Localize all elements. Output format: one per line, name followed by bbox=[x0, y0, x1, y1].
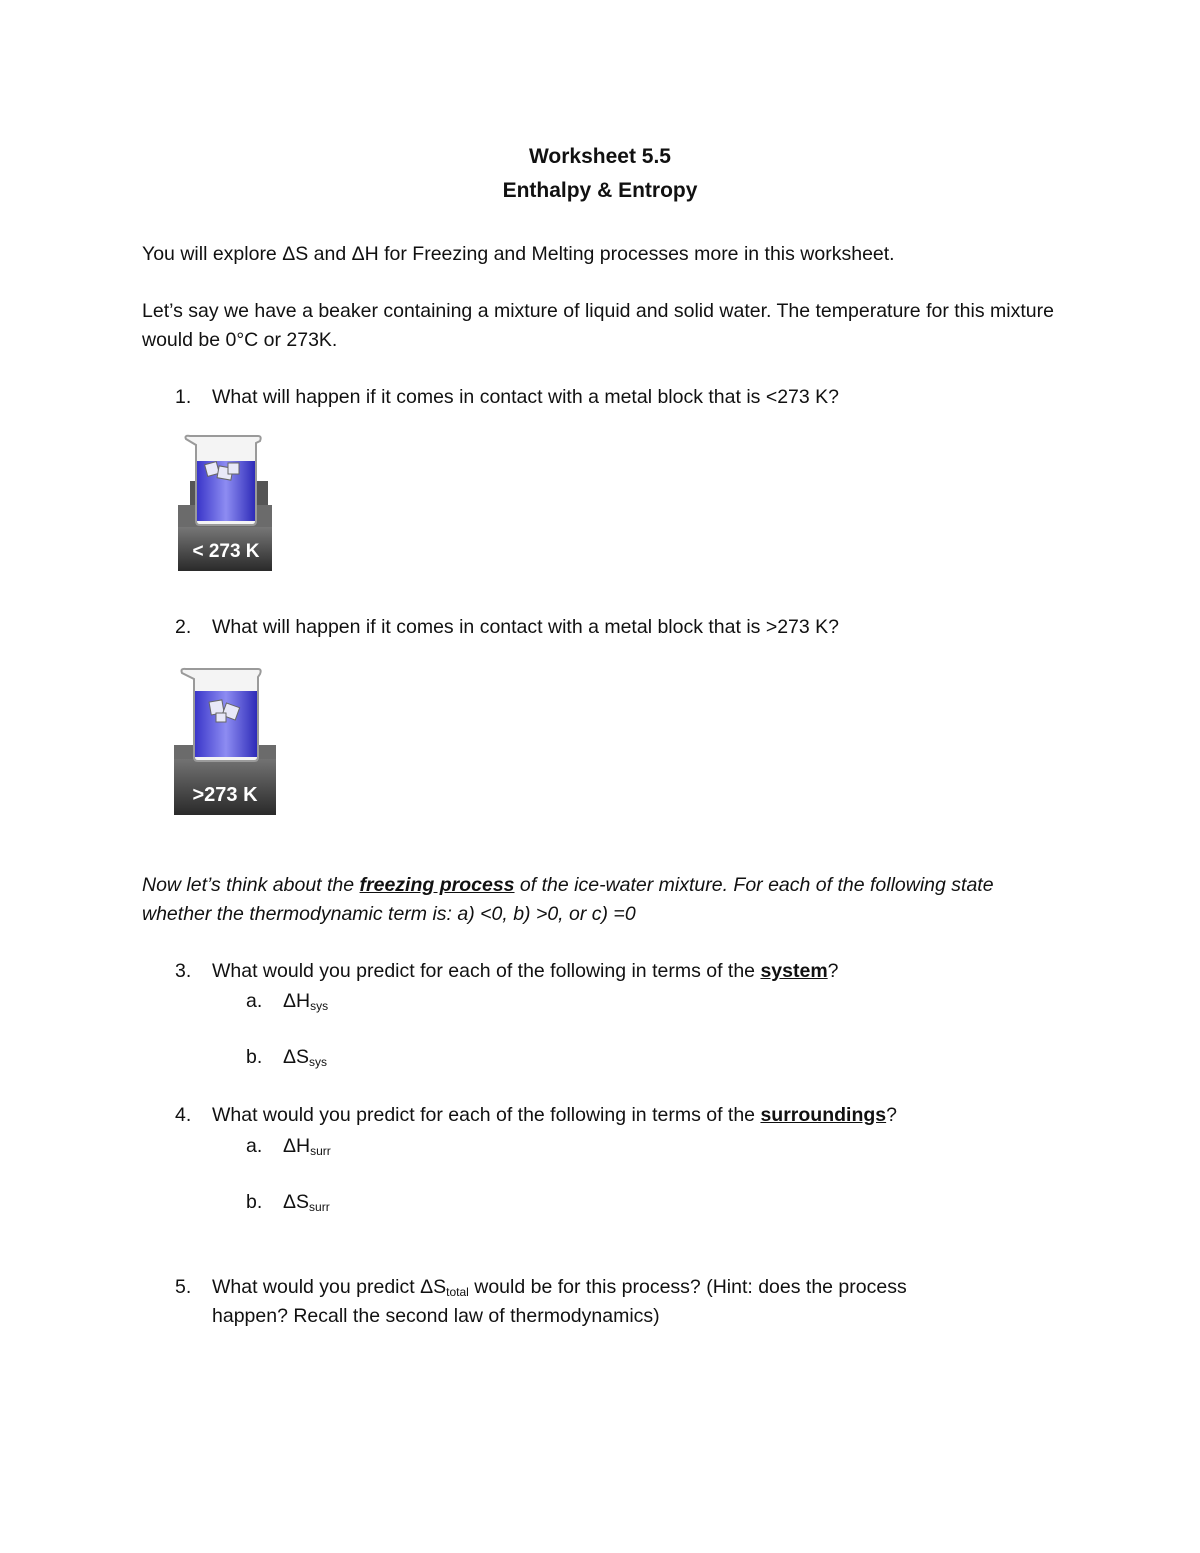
quantity-subscript: surr bbox=[309, 1200, 330, 1214]
question-1 bbox=[175, 383, 839, 411]
sub-label: b. bbox=[246, 1046, 263, 1068]
system-emphasis: system bbox=[760, 960, 828, 982]
question-text: What will happen if it comes in contact with a metal block that is <273 K? bbox=[212, 386, 840, 408]
quantity-symbol: ΔH bbox=[283, 1135, 311, 1157]
surroundings-emphasis: surroundings bbox=[760, 1104, 887, 1126]
question-text-end: ? bbox=[886, 1104, 897, 1126]
question-number: 1. bbox=[175, 386, 192, 408]
question-3 bbox=[175, 957, 839, 985]
block-temperature-label: < 273 K bbox=[192, 541, 260, 562]
question-text: What will happen if it comes in contact with a metal block that is >273 K? bbox=[212, 616, 840, 638]
question-text: What would you predict for each of the following in terms of the bbox=[212, 1104, 761, 1126]
quantity-symbol: ΔH bbox=[283, 990, 311, 1012]
question-number: 3. bbox=[175, 960, 192, 982]
scenario-text: Let’s say we have a beaker containing a mixture of liquid and solid water. The temperature for this mixture would be 0°C or 273K. bbox=[142, 300, 1054, 351]
beaker-on-warm-block-image bbox=[170, 665, 280, 820]
sub-label: a. bbox=[246, 1135, 263, 1157]
question-4 bbox=[175, 1101, 897, 1129]
question-3b bbox=[246, 1043, 327, 1076]
instruction-text: Now let’s think about the bbox=[142, 874, 360, 896]
block-temperature-label: >273 K bbox=[192, 784, 258, 806]
question-text: would be for this process? (Hint: does the process bbox=[468, 1276, 907, 1298]
question-number: 4. bbox=[175, 1104, 192, 1126]
quantity-subscript: sys bbox=[309, 1055, 328, 1069]
instruction-text: of the ice-water mixture. For each of the following state whether the thermodynamic term is: a) <0, b) >0, or c) =0 bbox=[142, 874, 994, 925]
question-4a bbox=[246, 1132, 331, 1165]
question-number: 2. bbox=[175, 616, 192, 638]
question-2 bbox=[175, 613, 839, 641]
quantity-symbol: ΔS bbox=[283, 1046, 310, 1068]
quantity-subscript: surr bbox=[310, 1144, 331, 1158]
beaker-on-cold-block-image bbox=[176, 433, 276, 573]
question-4b bbox=[246, 1188, 330, 1221]
sub-label: b. bbox=[246, 1191, 263, 1213]
worksheet-subtitle: Enthalpy & Entropy bbox=[502, 179, 698, 202]
intro-text: You will explore ΔS and ΔH for Freezing and Melting processes more in this worksheet. bbox=[142, 243, 895, 265]
question-text: What would you predict ΔS bbox=[212, 1276, 447, 1298]
quantity-subscript: sys bbox=[310, 999, 329, 1013]
question-3a bbox=[246, 987, 328, 1020]
question-5-line-2: happen? Recall the second law of thermodynamics) bbox=[212, 1305, 660, 1327]
worksheet-title: Worksheet 5.5 bbox=[528, 145, 671, 168]
freezing-process-instructions bbox=[142, 871, 1062, 929]
freezing-process-emphasis: freezing process bbox=[359, 874, 515, 896]
question-number: 5. bbox=[175, 1276, 192, 1298]
question-text: What would you predict for each of the following in terms of the bbox=[212, 960, 761, 982]
quantity-subscript: total bbox=[446, 1285, 469, 1299]
quantity-symbol: ΔS bbox=[283, 1191, 310, 1213]
question-text-end: ? bbox=[827, 960, 839, 982]
sub-label: a. bbox=[246, 990, 263, 1012]
